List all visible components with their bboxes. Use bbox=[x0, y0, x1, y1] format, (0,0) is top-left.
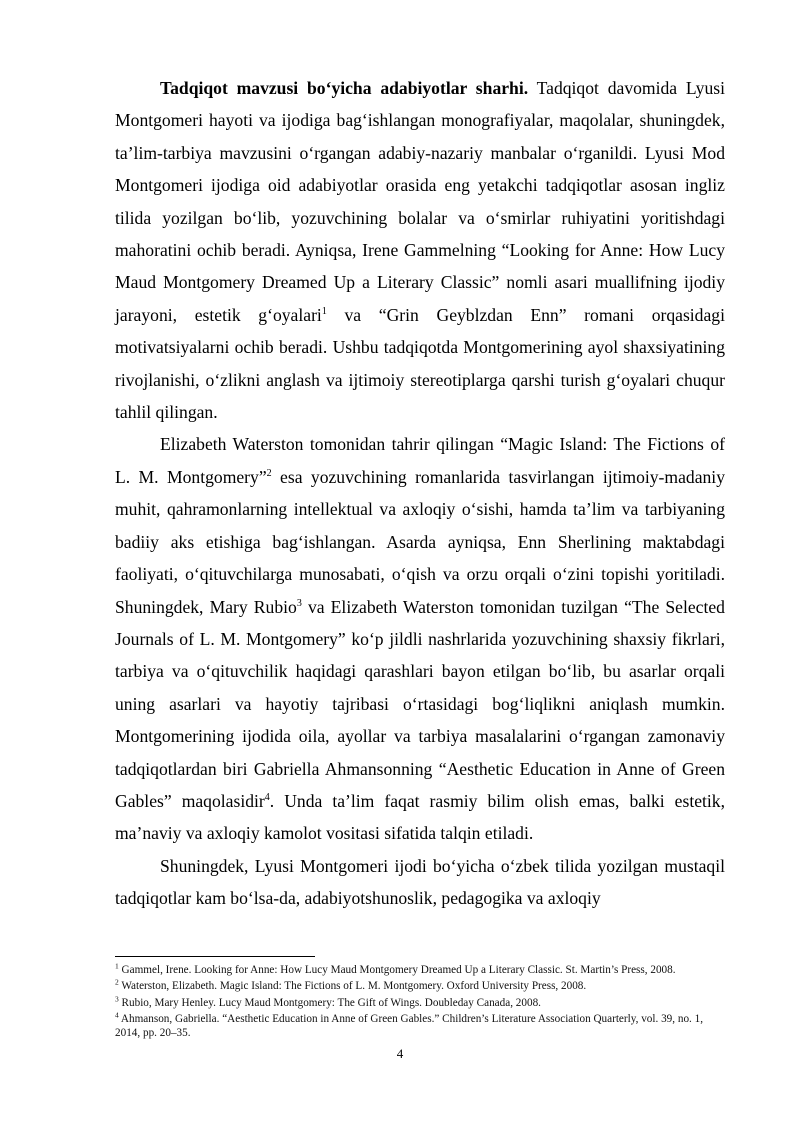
footnote-text: Rubio, Mary Henley. Lucy Maud Montgomery: The Gift of Wings. Doubleday Canada, 2008. bbox=[118, 996, 541, 1009]
footnote-number: 3 bbox=[115, 994, 119, 1004]
footnote-ref[interactable]: 2 bbox=[266, 468, 272, 480]
footnotes bbox=[115, 961, 725, 1043]
footnote-number: 1 bbox=[115, 961, 119, 971]
paragraph-3 bbox=[115, 850, 725, 915]
footnote-ref[interactable]: 4 bbox=[264, 792, 270, 804]
section-heading: Tadqiqot mavzusi bo‘yicha adabiyotlar sharhi. bbox=[160, 78, 529, 98]
footnote-text: Gammel, Irene. Looking for Anne: How Lucy Maud Montgomery Dreamed Up a Literary Classic. St. Martin’s Press, 2008. bbox=[118, 964, 676, 976]
footnote bbox=[115, 994, 725, 1011]
page-number: 4 bbox=[396, 1046, 404, 1061]
footnote bbox=[115, 1010, 725, 1041]
paragraph-2 bbox=[115, 428, 725, 849]
footnote-text: Waterston, Elizabeth. Magic Island: The Fictions of L. M. Montgomery. Oxford University Press, 2008. bbox=[118, 980, 587, 993]
paragraph-text: Elizabeth Waterston tomonidan tahrir qilingan “Magic Island: The Fictions of L. M. Montgomery” bbox=[115, 434, 725, 487]
paragraph-1 bbox=[115, 72, 725, 428]
paragraph-text: Tadqiqot davomida Lyusi Montgomeri hayoti va ijodiga bag‘ishlangan monografiyalar, maqolalar, shuningdek, ta’lim-tarbiya mavzusini o‘rgangan adabiy-nazariy manbalar o‘rganildi. Lyusi Mod Montgomeri ijodiga oid adabiyotlar orasida eng yetakchi tadqiqotlar asosan ingliz tilida yozilgan bo‘lib, yozuvchining bolalar va o‘smirlar ruhiyatini yoritishdagi mahoratini ochib beradi. Ayniqsa, Irene Gammelning “Looking for Anne: How Lucy Maud Montgomery Dreamed Up a Literary Classic” nomli asari muallifning ijodiy jarayoni, estetik g‘oyalari bbox=[115, 78, 725, 325]
body-text bbox=[115, 72, 725, 915]
footnote-text: Ahmanson, Gabriella. “Aesthetic Education in Anne of Green Gables.” Children’s Literature Association Quarterly, vol. 39, no. 1, 2014, pp. 20–35. bbox=[115, 1013, 704, 1039]
paragraph-text: va “Grin Geyblzdan Enn” romani orqasidagi motivatsiyalarni ochib beradi. Ushbu tadqiqotda Montgomerining ayol shaxsiyatining rivojlanishi, o‘zlikni anglash va ijtimoiy stereotiplarga qarshi turish g‘oyalari chuqur tahlil qilingan. bbox=[115, 304, 725, 423]
paragraph-text: esa yozuvchining romanlarida tasvirlangan ijtimoiy-madaniy muhit, qahramonlarning intellektual va axloqiy o‘sishi, hamda ta’lim va tarbiyaning badiiy aks etishiga bag‘ishlangan. Asarda ayniqsa, Enn Sherlining maktabdagi faoliyati, o‘qituvchilarga munosabati, o‘qish va orzu orqali o‘zini topishi yoritiladi. Shuningdek, Mary Rubio bbox=[115, 466, 725, 617]
footnote-number: 2 bbox=[115, 977, 119, 987]
footnote-number: 4 bbox=[115, 1010, 119, 1020]
footnote bbox=[115, 977, 725, 994]
paragraph-text: Shuningdek, Lyusi Montgomeri ijodi bo‘yicha o‘zbek tilida yozilgan mustaqil tadqiqotlar kam bo‘lsa-da, adabiyotshunoslik, pedagogika va axloqiy bbox=[115, 855, 725, 909]
footnote-ref[interactable]: 1 bbox=[321, 305, 327, 317]
footnote-separator bbox=[115, 956, 315, 957]
paragraph-text: . Unda ta’lim faqat rasmiy bilim olish emas, balki estetik, ma’naviy va axloqiy kamolot vositasi sifatida talqin etiladi. bbox=[115, 790, 725, 844]
footnote bbox=[115, 961, 725, 978]
paragraph-text: va Elizabeth Waterston tomonidan tuzilgan “The Selected Journals of L. M. Montgomery” ko‘p jildli nashrlarida yozuvchining shaxsiy fikrlari, tarbiya va o‘qituvchilik haqidagi qarashlari bayon etilgan bo‘lib, bu asarlar orqali uning asarlari va hayotiy tajribasi o‘rtasidagi bog‘liqlikni aniqlash mumkin. Montgomerining ijodida oila, ayollar va tarbiya masalalarini o‘rgangan zamonaviy tadqiqotlardan biri Gabriella Ahmansonning “Aesthetic Education in Anne of Green Gables” maqolasidir bbox=[115, 596, 725, 811]
footnote-ref[interactable]: 3 bbox=[296, 597, 302, 609]
